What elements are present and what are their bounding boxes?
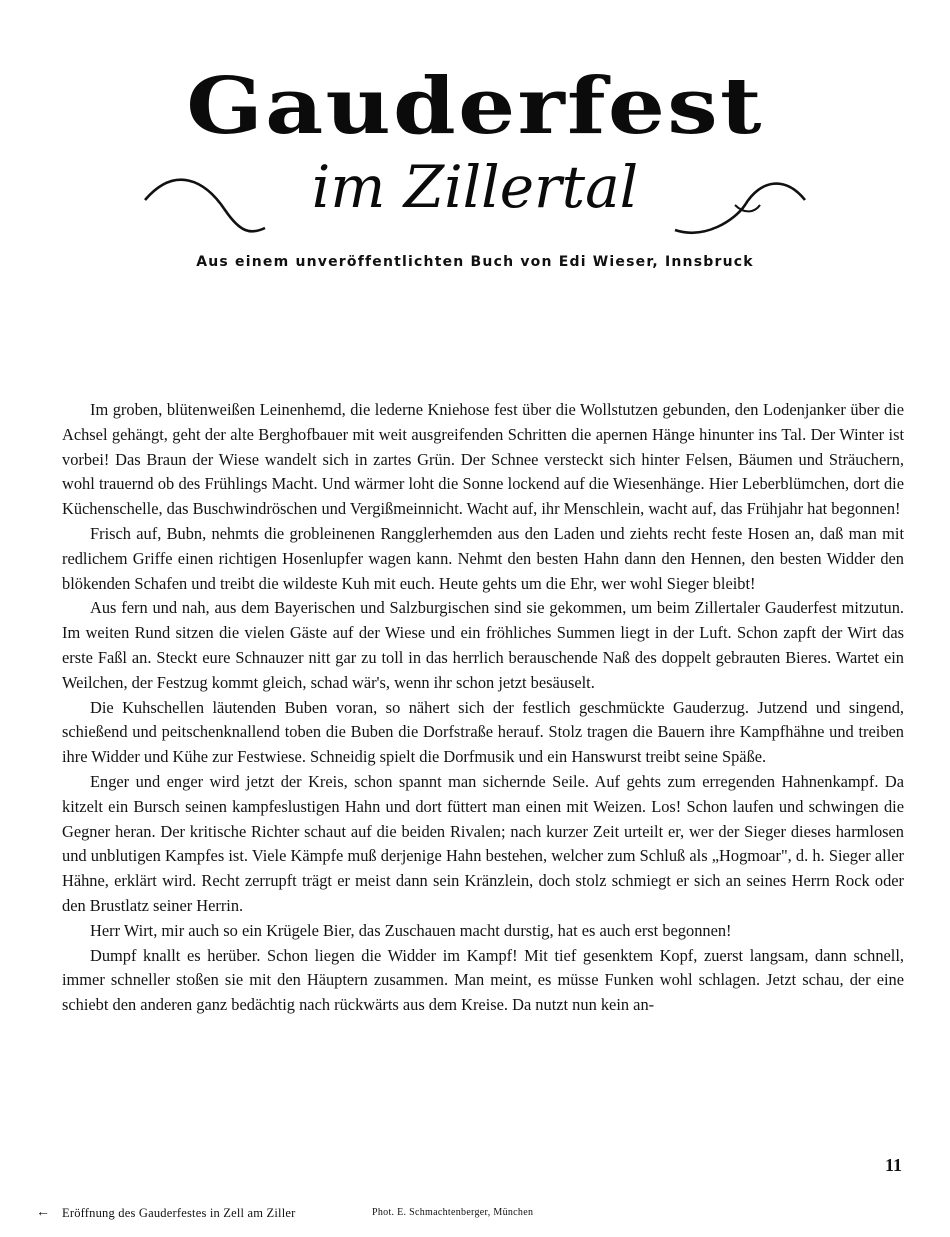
article-body [62, 398, 904, 1018]
arrow-left-icon: ← [36, 1205, 50, 1220]
paragraph: Frisch auf, Bubn, nehmts die grobleinenen Rangglerhemden aus den Laden und ziehts recht feste Hosen an, daß man mit redlichem Griffe einen richtigen Hosenlupfer wagen kann. Nehmt den besten Hahn dann den Hennen, den besten Widder den blökenden Schafen und treibt die wildeste Kuh mit euch. Heute gehts um die Ehr, wer wohl Sieger bleibt! [62, 523, 904, 593]
caption-text: Eröffnung des Gauderfestes in Zell am Ziller [62, 1206, 296, 1220]
paragraph: Dumpf knallt es herüber. Schon liegen die Widder im Kampf! Mit tief gesenktem Kopf, zuerst langsam, dann schnell, immer schneller stoßen sie mit den Häuptern zusammen. Man meint, es müsse Funken wohl schlagen. Jetzt schau, der eine schiebt den anderen ganz bedächtig nach rückwärts aus dem Kreise. Da nutzt nun kein an- [62, 945, 904, 1015]
page-number: 11 [885, 1155, 903, 1175]
byline: Aus einem unveröffentlichten Buch von Edi Wieser, Innsbruck [196, 254, 754, 270]
paragraph: Im groben, blütenweißen Leinenhemd, die lederne Kniehose fest über die Wollstutzen gebunden, den Lodenjanker über die Achsel gehängt, geht der alte Berghofbauer mit weit ausgreifenden Schritten die apernen Hänge hinunter ins Tal. Der Winter ist vorbei! Das Braun der Wiese wandelt sich in zartes Grün. Der Schnee versteckt sich hinter Felsen, Bäumen und Sträuchern, wohl trauernd ob des Frühlings Macht. Und wärmer loht die Sonne lockend auf die Wiesenhänge. Hier Leberblümchen, dort die Küchenschelle, das Buschwindröschen und Vergißmeinnicht. Wacht auf, ihr Menschlein, wacht auf, das Frühjahr hat begonnen! [62, 400, 904, 519]
paragraph: Die Kuhschellen läutenden Buben voran, so nähert sich der festlich geschmückte Gauderzug. Jutzend und singend, schießend und peitschenknallend toben die Buben die Dorfstraße herauf. Stolz tragen die Bauern ihre Kampfhähne und treiben ihre Widder und Kühe zur Festwiese. Schneidig spielt die Dorfmusik und ein Hanswurst treibt seine Späße. [62, 697, 904, 767]
photo-credit: Phot. E. Schmachtenberger, München [372, 1207, 534, 1218]
paragraph: Herr Wirt, mir auch so ein Krügele Bier, das Zuschauen macht durstig, hat es auch erst begonnen! [90, 920, 732, 940]
paragraph: Enger und enger wird jetzt der Kreis, schon spannt man sichernde Seile. Auf gehts zum erregenden Hahnenkampf. Da kitzelt ein Bursch seinen kampfeslustigen Hahn und dort füttert man einen mit Weizen. Los! Schon laufen und schwingen die Gegner heran. Der kritische Richter schaut auf die beiden Rivalen; nach kurzer Zeit urteilt er, wer der Sieger dieses harmlosen und unblutigen Kampfes ist. Viele Kämpfe muß derjenige Hahn bestehen, welcher zum Schluß als „Hogmoar", d. h. Sieger aller Hähne, erklärt wird. Recht zerrupft trägt er meist dann sein Kränzlein, doch stolz schmiegt er sich an seines Herrn Rock oder den Brustlatz seiner Herrin. [62, 771, 904, 915]
title-block [0, 40, 950, 240]
page-subtitle: im Zillertal [311, 153, 639, 221]
paragraph: Aus fern und nah, aus dem Bayerischen und Salzburgischen sind sie gekommen, um beim Zillertaler Gauderfest mitzutun. Im weiten Rund sitzen die vielen Gäste auf der Wiese und ein fröhliches Summen liegt in der Luft. Schon zapft der Wirt das erste Faßl an. Steckt eure Schnauzer nitt gar zu toll in das herrlich berauschende Naß des doppelt gebrauten Bieres. Wartet ein Weilchen, der Festzug kommt gleich, schad wär's, wenn ihr schon jetzt besäuselt. [62, 598, 904, 692]
page-title: Gauderfest [186, 61, 764, 152]
